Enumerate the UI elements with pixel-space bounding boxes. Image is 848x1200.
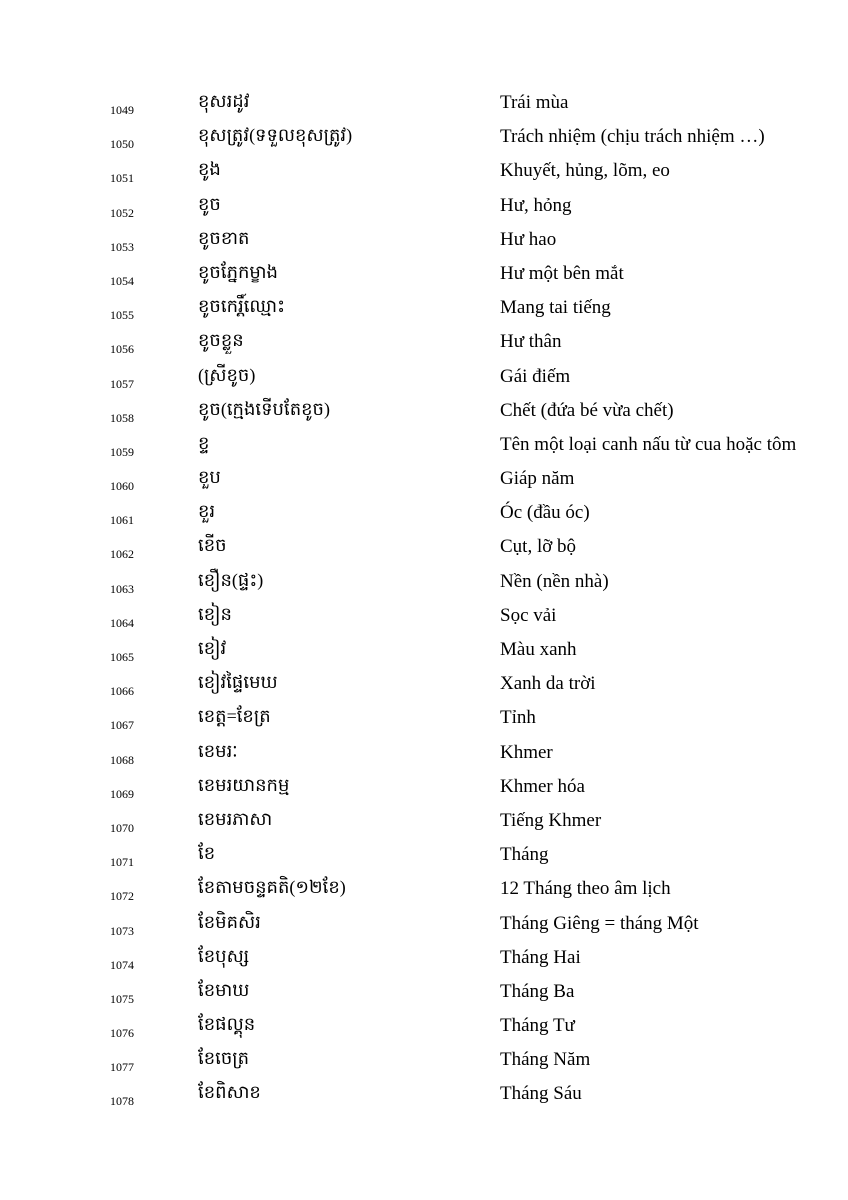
vietnamese-translation: Mang tai tiếng <box>500 297 611 319</box>
khmer-term: ខេមរៈ <box>198 740 238 761</box>
list-item <box>0 872 848 906</box>
entry-number: 1070 <box>110 820 134 835</box>
vietnamese-translation: Màu xanh <box>500 639 577 660</box>
entry-number: 1050 <box>110 137 134 152</box>
list-item <box>0 360 848 394</box>
khmer-term: ខែបុស្ស <box>198 945 250 966</box>
vietnamese-translation: Tháng Năm <box>500 1049 591 1071</box>
khmer-term: ខែតាមចន្ទគតិ(១២ខែ) <box>198 877 346 898</box>
khmer-term: ខូង <box>198 159 221 180</box>
khmer-term: ខេត្ត=ខែត្រ <box>198 706 271 727</box>
list-item <box>0 941 848 975</box>
vietnamese-translation: Trái mùa <box>500 92 569 113</box>
khmer-term: ខ្ទ <box>198 432 210 453</box>
vietnamese-translation: Tháng Giêng = tháng Một <box>500 912 699 934</box>
entry-number: 1057 <box>110 376 134 391</box>
entry-number: 1077 <box>110 1060 134 1075</box>
list-item <box>0 701 848 735</box>
khmer-term: ខេមរភាសា <box>198 808 273 829</box>
khmer-term: ខុសត្រូវ(ទទួលខុសត្រូវ) <box>198 125 353 146</box>
list-item <box>0 838 848 872</box>
khmer-term: ខៀវផ្ទៃមេឃ <box>198 672 278 693</box>
entry-number: 1060 <box>110 479 134 494</box>
entry-number: 1056 <box>110 342 134 357</box>
khmer-term: ខៀន <box>198 603 232 624</box>
entry-number: 1052 <box>110 205 134 220</box>
vietnamese-translation: Óc (đầu óc) <box>500 502 590 524</box>
list-item <box>0 1009 848 1043</box>
vietnamese-translation: Tháng Hai <box>500 946 581 968</box>
list-item <box>0 325 848 359</box>
entry-number: 1054 <box>110 273 134 288</box>
list-item <box>0 120 848 154</box>
list-item <box>0 154 848 188</box>
khmer-term: ខែមិគសិរ <box>198 911 261 932</box>
vietnamese-translation: Gái điếm <box>500 365 571 387</box>
list-item <box>0 770 848 804</box>
entry-number: 1073 <box>110 923 134 938</box>
entry-number: 1075 <box>110 991 134 1006</box>
vietnamese-translation: Tỉnh <box>500 707 536 729</box>
list-item <box>0 1077 848 1111</box>
entry-number: 1076 <box>110 1026 134 1041</box>
entry-number: 1055 <box>110 308 134 323</box>
list-item <box>0 189 848 223</box>
vietnamese-translation: Xanh da trời <box>500 673 596 695</box>
entry-number: 1066 <box>110 684 134 699</box>
vietnamese-translation: Tên một loại canh nấu từ cua hoặc tôm <box>500 433 797 455</box>
vietnamese-translation: Tiếng Khmer <box>500 809 602 831</box>
vietnamese-translation: Chết (đứa bé vừa chết) <box>500 399 674 421</box>
entry-number: 1061 <box>110 513 134 528</box>
vietnamese-translation: Hư hao <box>500 228 557 250</box>
khmer-term: ខែមាឃ <box>198 979 250 1000</box>
vietnamese-translation: Khuyết, hủng, lõm, eo <box>500 160 670 182</box>
vietnamese-translation: Tháng Tư <box>500 1015 575 1037</box>
khmer-term: ខួរ <box>198 501 216 522</box>
list-item <box>0 633 848 667</box>
list-item <box>0 530 848 564</box>
khmer-term: ខូច(ក្មេងទើបតែខូច) <box>198 398 330 419</box>
khmer-term: ខូច <box>198 193 221 214</box>
khmer-term: ខៀវ <box>198 638 227 658</box>
khmer-term: ខើច <box>198 535 227 556</box>
entry-number: 1049 <box>110 103 134 117</box>
list-item <box>0 394 848 428</box>
entry-number: 1067 <box>110 718 134 733</box>
list-item <box>0 462 848 496</box>
khmer-term: ខែផល្គុន <box>198 1014 256 1035</box>
list-item <box>0 667 848 701</box>
vietnamese-translation: Khmer <box>500 741 553 763</box>
vietnamese-translation: Hư thân <box>500 331 562 353</box>
entry-number: 1063 <box>110 581 134 596</box>
list-item <box>0 975 848 1009</box>
list-item <box>0 428 848 462</box>
entry-number: 1072 <box>110 889 134 904</box>
entry-number: 1069 <box>110 786 134 801</box>
entry-number: 1065 <box>110 650 134 664</box>
list-item <box>0 565 848 599</box>
vietnamese-translation: Tháng Ba <box>500 980 575 1002</box>
list-item <box>0 599 848 633</box>
list-item <box>0 257 848 291</box>
vietnamese-translation: 12 Tháng theo âm lịch <box>500 878 671 900</box>
vietnamese-translation: Giáp năm <box>500 468 575 490</box>
list-item <box>0 86 848 120</box>
entry-list <box>0 86 848 1112</box>
khmer-term: ខែពិសាខ <box>198 1082 261 1103</box>
khmer-term: ខូចខាត <box>198 227 250 248</box>
vietnamese-translation: Hư một bên mắt <box>500 262 624 284</box>
list-item <box>0 804 848 838</box>
entry-number: 1068 <box>110 752 134 767</box>
entry-number: 1051 <box>110 171 134 186</box>
entry-number: 1071 <box>110 855 134 870</box>
khmer-term: ខួប <box>198 467 221 488</box>
vietnamese-translation: Nền (nền nhà) <box>500 570 609 592</box>
vietnamese-translation: Tháng Sáu <box>500 1083 582 1105</box>
entry-number: 1078 <box>110 1094 134 1109</box>
khmer-term: ខេមរយានកម្ម <box>198 774 290 795</box>
entry-number: 1074 <box>110 957 134 972</box>
list-item <box>0 736 848 770</box>
vietnamese-translation: Hư, hỏng <box>500 194 572 216</box>
khmer-term: ខែ <box>198 843 216 864</box>
list-item <box>0 291 848 325</box>
vietnamese-translation: Cụt, lỡ bộ <box>500 536 577 558</box>
entry-number: 1064 <box>110 615 134 630</box>
entry-number: 1058 <box>110 410 134 425</box>
khmer-term: ខុសរដូវ <box>198 91 250 111</box>
khmer-term: ខឿន(ផ្ទះ) <box>198 569 264 590</box>
list-item <box>0 1043 848 1077</box>
entry-number: 1062 <box>110 547 134 562</box>
list-item <box>0 496 848 530</box>
vietnamese-translation: Sọc vải <box>500 604 557 626</box>
khmer-term: ខូចខ្លួន <box>198 330 244 351</box>
entry-number: 1053 <box>110 239 134 254</box>
khmer-term: (ស្រីខូច) <box>198 364 256 385</box>
vietnamese-translation: Khmer hóa <box>500 775 585 797</box>
khmer-term: ខូចភ្នែកម្ខាង <box>198 261 278 282</box>
list-item <box>0 907 848 941</box>
list-item <box>0 223 848 257</box>
vietnamese-translation: Tháng <box>500 844 549 866</box>
entry-number: 1059 <box>110 444 134 459</box>
khmer-term: ខូចកេរ្តិ៍ឈ្មោះ <box>198 296 286 317</box>
vietnamese-translation: Trách nhiệm (chịu trách nhiệm …) <box>500 126 765 148</box>
khmer-term: ខែចេត្រ <box>198 1048 250 1069</box>
